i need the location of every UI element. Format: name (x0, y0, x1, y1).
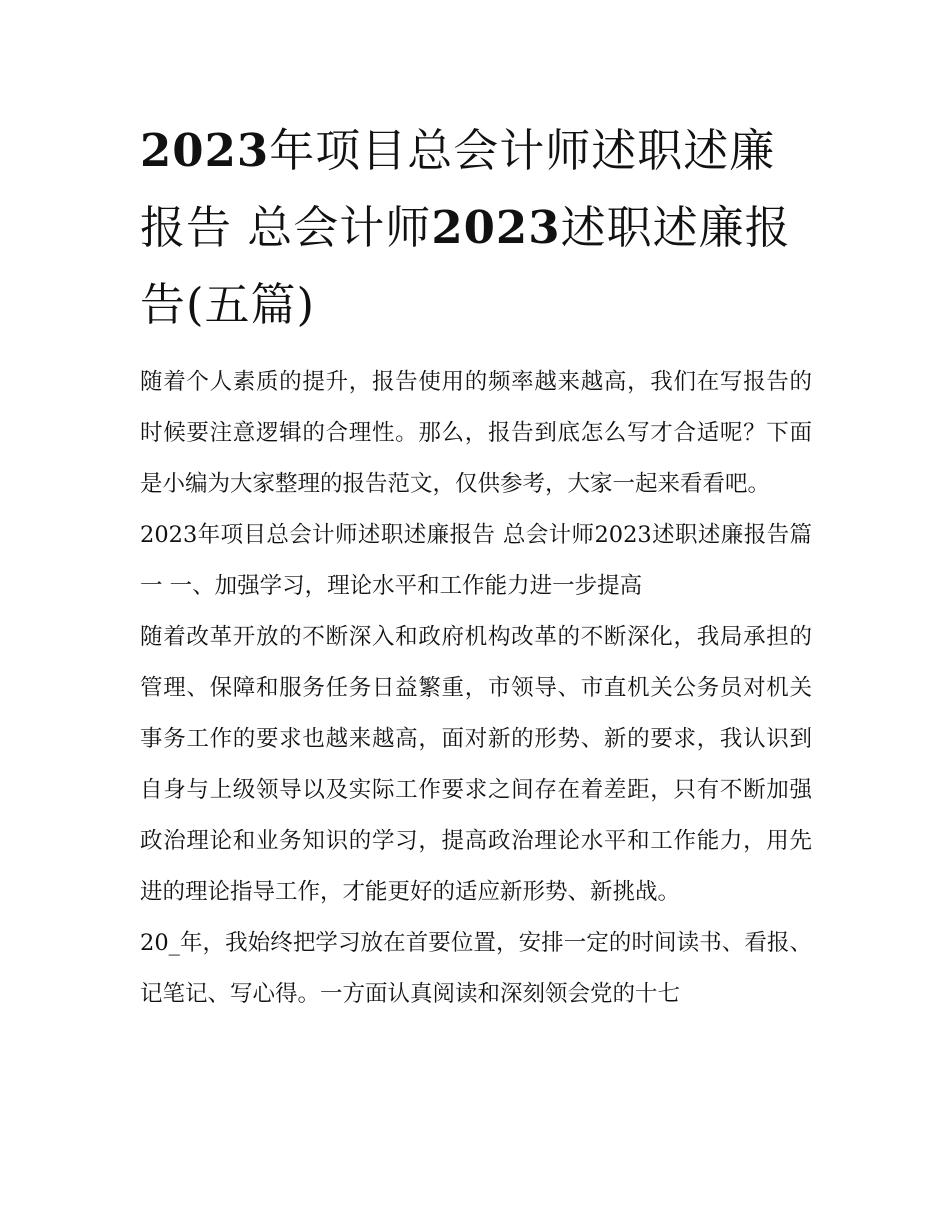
title-text-2: 述职述廉报告(五篇) (140, 201, 791, 331)
document-page (140, 112, 812, 1020)
title-text-1: 年项目总会计师述职述廉报告 总会计师 (140, 124, 776, 254)
body-paragraph: 随着改革开放的不断深入和政府机构改革的不断深化，我局承担的管理、保障和服务任务日益繁重，市领导、市直机关公务员对机关事务工作的要求也越来越高，面对新的形势、新的要求，我认识到自身与上级领导以及实际工作要求之间存在着差距，只有不断加强政治理论和业务知识的学习，提高政治理论水平和工作能力，用先进的理论指导工作，才能更好的适应新形势、新挑战。 (140, 624, 812, 905)
title-year-2: 2023 (431, 201, 561, 254)
document-title (140, 112, 812, 343)
body-paragraph: 20_年，我始终把学习放在首要位置，安排一定的时间读书、看报、记笔记、写心得。一方面认真阅读和深刻领会党的十七 (140, 930, 812, 1007)
intro-paragraph: 随着个人素质的提升，报告使用的频率越来越高，我们在写报告的时候要注意逻辑的合理性。那么，报告到底怎么写才合适呢？下面是小编为大家整理的报告范文，仅供参考，大家一起来看看吧。 (140, 369, 812, 497)
title-year-1: 2023 (140, 124, 270, 177)
section-heading-paragraph: 2023年项目总会计师述职述廉报告 总会计师2023述职述廉报告篇一 一、加强学习，理论水平和工作能力进一步提高 (140, 522, 812, 599)
